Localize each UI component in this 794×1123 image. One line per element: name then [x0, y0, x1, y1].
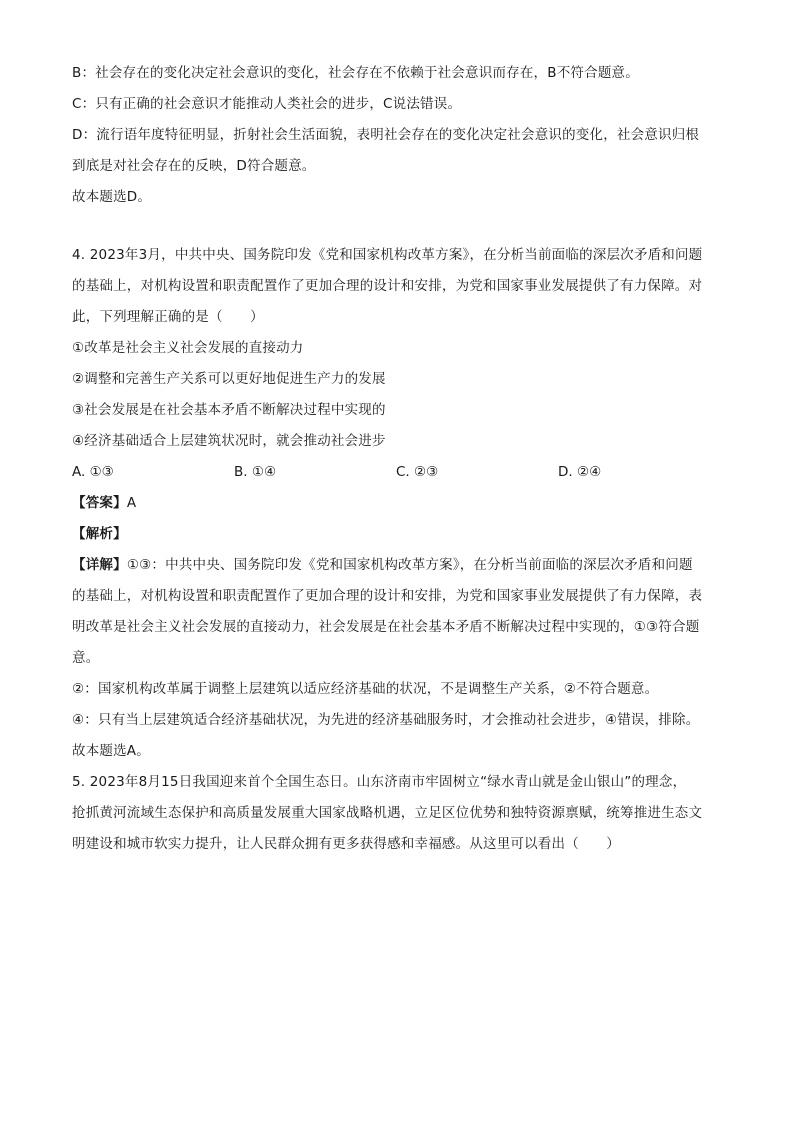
q4-detail-line-6: ④：只有当上层建筑适合经济基础状况，为先进的经济基础服务时，才会推动社会进步，④错误，排除。 — [72, 712, 700, 728]
answer-conclusion: 故本题选D。 — [72, 189, 152, 205]
answer-line-d-cont: 到底是对社会存在的反映，D符合题意。 — [72, 158, 316, 174]
q4-statement-4: ④经济基础适合上层建筑状况时，就会推动社会进步 — [72, 433, 386, 449]
q5-stem-line-3: 明建设和城市软实力提升，让人民群众拥有更多获得感和幸福感。从这里可以看出（ ） — [72, 836, 620, 852]
q4-option-b: B. ①④ — [234, 464, 277, 480]
q4-stem-line-1: 4. 2023年3月，中共中央、国务院印发《党和国家机构改革方案》，在分析当前面临的深层次矛盾和问题 — [72, 247, 703, 263]
question-4 — [72, 240, 722, 767]
q4-detail-line-1 — [72, 550, 722, 581]
q5-stem-line-2: 抢抓黄河流域生态保护和高质量发展重大国家战略机遇，立足区位优势和独特资源禀赋，统筹推进生态文 — [72, 805, 703, 821]
question-5 — [72, 767, 722, 860]
q5-stem-line-1: 5. 2023年8月15日我国迎来首个全国生态日。山东济南市牢固树立“绿水青山就是金山银山”的理念， — [72, 774, 687, 790]
answer-value: A — [126, 495, 137, 511]
q4-stem-line-2: 的基础上，对机构设置和职责配置作了更加合理的设计和安排，为党和国家事业发展提供了有力保障。对 — [72, 278, 703, 294]
q4-statement-1: ①改革是社会主义社会发展的直接动力 — [72, 340, 304, 356]
detail-text-1: ①③：中共中央、国务院印发《党和国家机构改革方案》，在分析当前面临的深层次矛盾和问题 — [126, 557, 693, 573]
q4-option-d: D. ②④ — [558, 464, 602, 480]
q4-detail-line-4: 意。 — [72, 650, 100, 666]
q4-detail-conclusion: 故本题选A。 — [72, 743, 150, 759]
answer-line-c: C：只有正确的社会意识才能推动人类社会的进步，C说法错误。 — [72, 96, 462, 112]
q4-answer — [72, 488, 722, 519]
q4-statement-2: ②调整和完善生产关系可以更好地促进生产力的发展 — [72, 371, 386, 387]
q4-detail-line-5: ②：国家机构改革属于调整上层建筑以适应经济基础的状况，不是调整生产关系，②不符合题意。 — [72, 681, 659, 697]
document-page — [72, 58, 722, 860]
q4-option-c: C. ②③ — [396, 464, 439, 480]
answer-label: 【答案】 — [72, 495, 127, 511]
q4-option-a: A. ①③ — [72, 464, 114, 480]
q4-analysis-label: 【解析】 — [72, 526, 127, 542]
answer-line-d: D：流行语年度特征明显，折射社会生活面貌，表明社会存在的变化决定社会意识的变化，社会意识归根 — [72, 127, 700, 143]
q4-statement-3: ③社会发展是在社会基本矛盾不断解决过程中实现的 — [72, 402, 386, 418]
previous-answer-block — [72, 58, 722, 213]
q4-detail-line-2: 的基础上，对机构设置和职责配置作了更加合理的设计和安排，为党和国家事业发展提供了有力保障，表 — [72, 588, 703, 604]
detail-label: 【详解】 — [72, 557, 127, 573]
q4-detail-line-3: 明改革是社会主义社会发展的直接动力，社会发展是在社会基本矛盾不断解决过程中实现的，①③符合题 — [72, 619, 700, 635]
q4-options — [72, 457, 722, 488]
q4-stem-line-3: 此，下列理解正确的是（ ） — [72, 309, 264, 325]
answer-line-b: B：社会存在的变化决定社会意识的变化，社会存在不依赖于社会意识而存在，B不符合题意。 — [72, 65, 639, 81]
